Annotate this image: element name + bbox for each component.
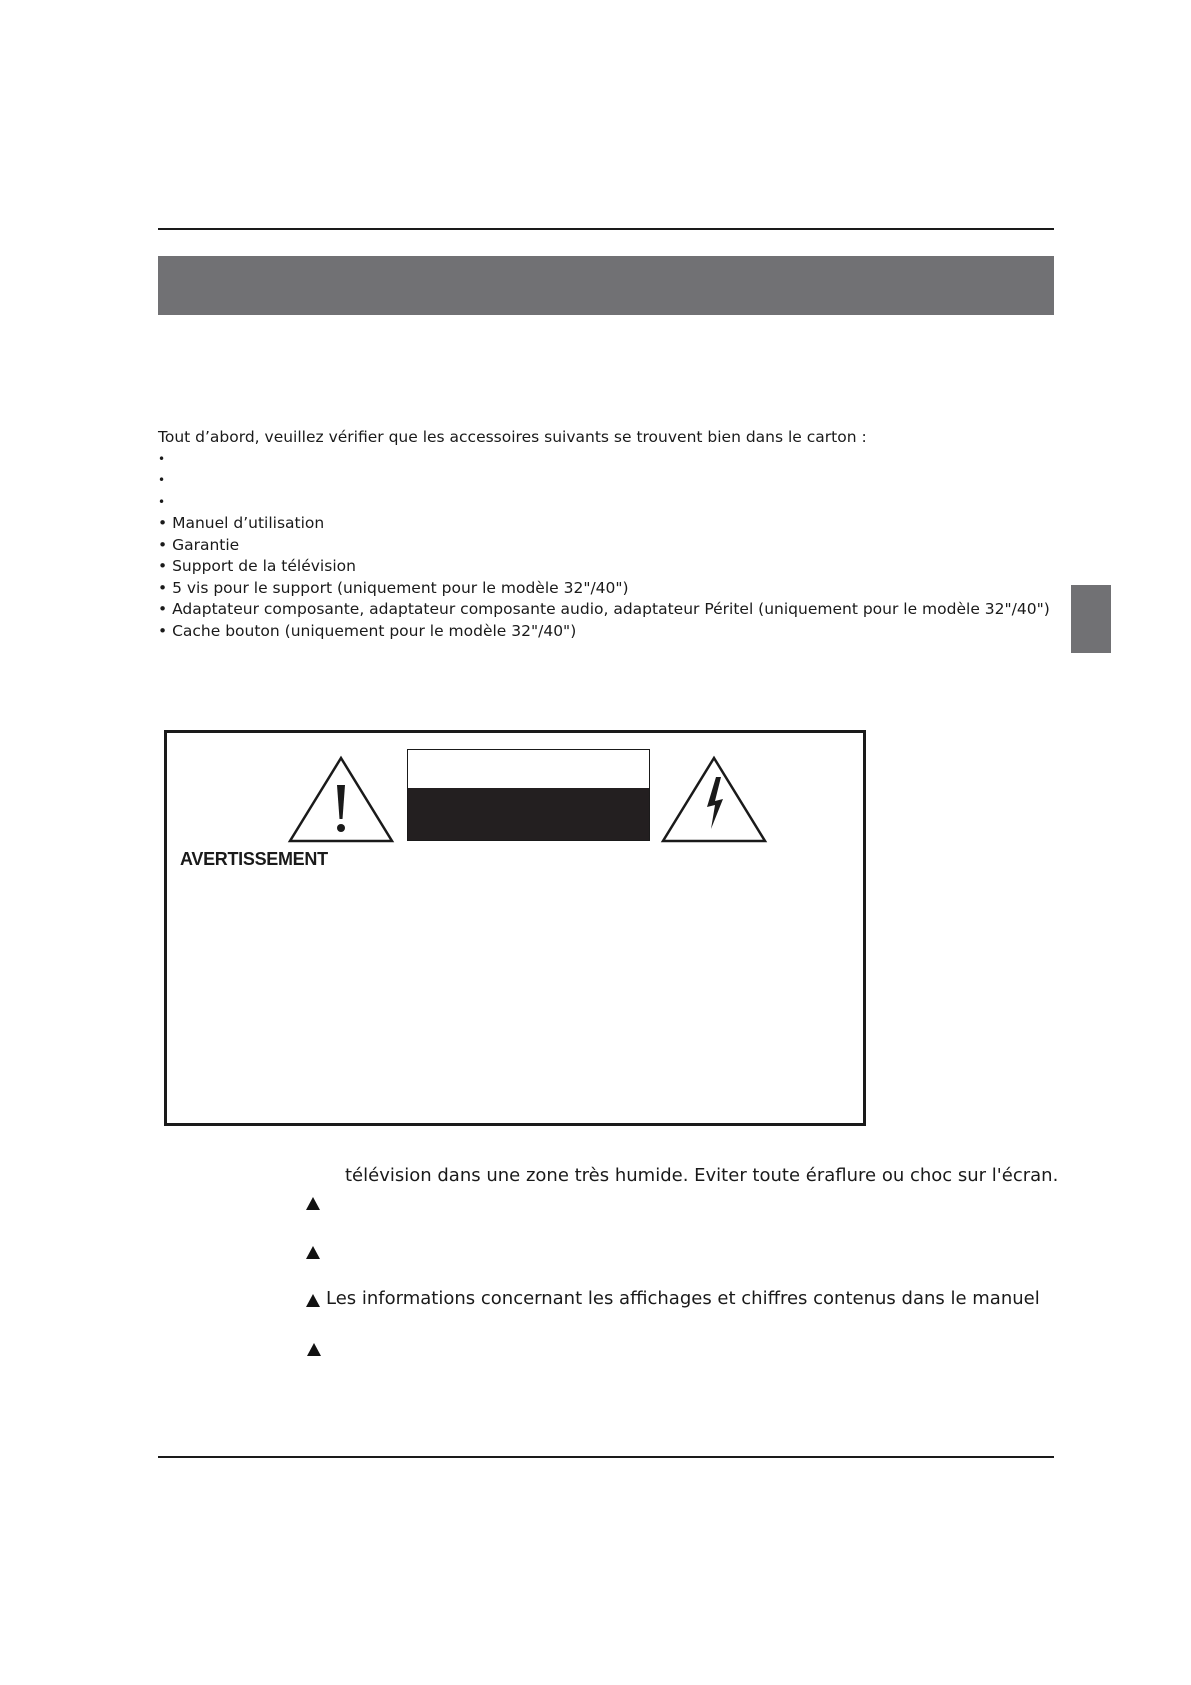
note-line-1: télévision dans une zone très humide. Eviter toute éraflure ou choc sur l'écran.: [345, 1165, 1059, 1186]
triangle-bullet-icon: [307, 1343, 321, 1356]
exclamation-triangle-icon: [287, 755, 395, 845]
triangle-bullet-icon: [306, 1197, 320, 1210]
triangle-bullet-icon: [306, 1246, 320, 1259]
bottom-rule: [158, 1456, 1054, 1458]
empty-bullet: [158, 492, 1050, 514]
top-rule: [158, 228, 1054, 230]
lightning-triangle-icon: [660, 755, 768, 845]
side-tab-marker: [1071, 585, 1111, 653]
accessories-lead: Tout d’abord, veuillez vérifier que les accessoires suivants se trouvent bien dans le carton :: [158, 428, 867, 446]
accessories-list: [158, 427, 1050, 642]
empty-bullet: [158, 449, 1050, 471]
empty-bullet: [158, 470, 1050, 492]
accessory-item: • Cache bouton (uniquement pour le modèle 32"/40"): [158, 621, 577, 640]
warning-title: AVERTISSEMENT: [180, 849, 328, 869]
caution-label: [407, 749, 650, 841]
note-line-4: Les informations concernant les affichages et chiffres contenus dans le manuel: [326, 1288, 1040, 1309]
section-header-band: [158, 256, 1054, 315]
accessory-item: • Garantie: [158, 535, 240, 554]
triangle-bullet-icon: [306, 1294, 320, 1307]
accessory-item: • Support de la télévision: [158, 557, 356, 575]
caution-label-bar: [408, 788, 649, 840]
accessory-item: • Adaptateur composante, adaptateur composante audio, adaptateur Péritel (uniquement pour le modèle 32"/40"): [158, 600, 1050, 618]
warning-box: [164, 730, 866, 1126]
accessory-item: • Manuel d’utilisation: [158, 514, 325, 532]
accessory-item: • 5 vis pour le support (uniquement pour le modèle 32"/40"): [158, 578, 629, 597]
